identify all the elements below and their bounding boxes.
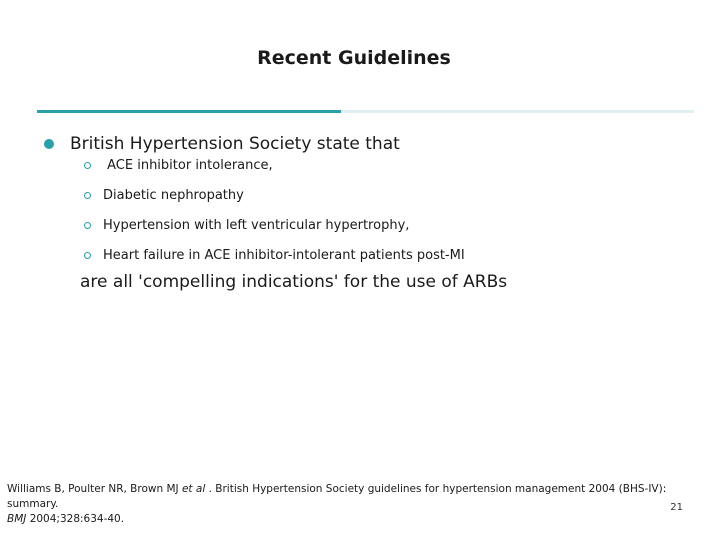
slide-title: Recent Guidelines bbox=[257, 47, 451, 69]
title-underline-accent bbox=[37, 110, 341, 113]
sub-bullet bbox=[84, 158, 273, 173]
bullet-ring-icon bbox=[84, 162, 91, 169]
conclusion-text: are all 'compelling indications' for the use of ARBs bbox=[80, 272, 508, 292]
citation bbox=[7, 482, 707, 527]
citation-ref: 2004;328:634-40. bbox=[26, 513, 125, 525]
sub-bullet bbox=[84, 248, 465, 263]
sub-bullet bbox=[84, 188, 244, 203]
main-bullet-text: British Hypertension Society state that bbox=[70, 134, 400, 154]
page-number: 21 bbox=[670, 502, 683, 513]
citation-et-al: et al bbox=[181, 483, 206, 495]
citation-journal: BMJ bbox=[7, 513, 27, 525]
sub-bullet-text: Hypertension with left ventricular hypertrophy, bbox=[103, 218, 410, 233]
bullet-ring-icon bbox=[84, 222, 91, 229]
bullet-ring-icon bbox=[84, 252, 91, 259]
bullet-ring-icon bbox=[84, 192, 91, 199]
main-bullet bbox=[44, 134, 400, 154]
sub-bullet-text: ACE inhibitor intolerance, bbox=[103, 158, 273, 173]
bullet-dot-icon bbox=[44, 139, 54, 149]
sub-bullet bbox=[84, 218, 409, 233]
citation-title: . British Hypertension Society guidelines for hypertension management 2004 (BHS-IV): summary. bbox=[7, 483, 667, 510]
sub-bullet-text: Diabetic nephropathy bbox=[103, 188, 244, 203]
sub-bullet-text: Heart failure in ACE inhibitor-intolerant patients post-MI bbox=[103, 248, 465, 263]
citation-authors: Williams B, Poulter NR, Brown MJ bbox=[7, 483, 182, 495]
title-underline-light bbox=[341, 110, 694, 113]
